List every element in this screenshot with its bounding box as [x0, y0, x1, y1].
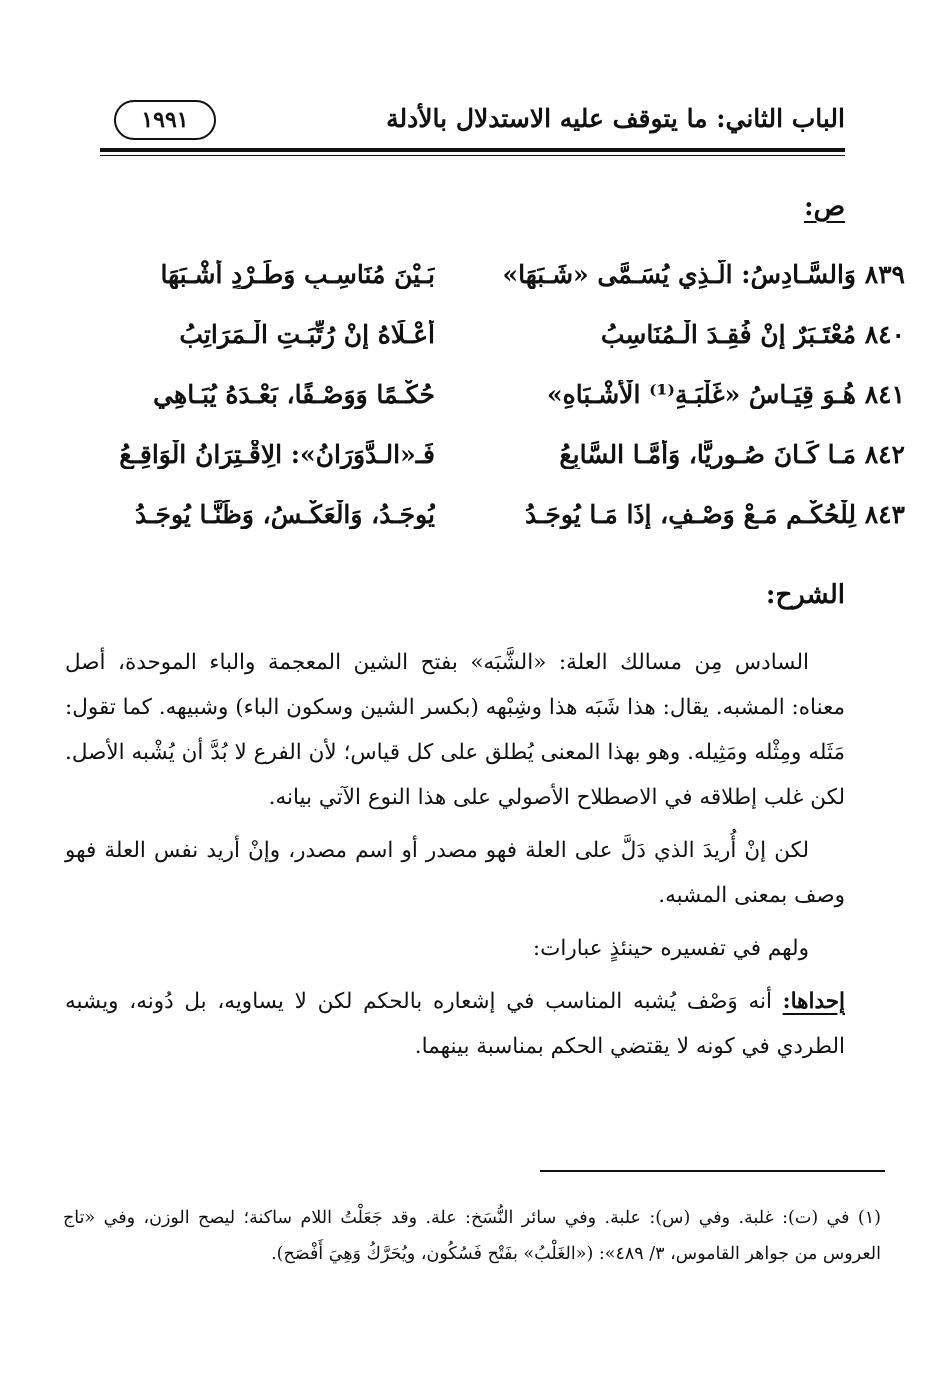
footnote-separator	[540, 1170, 885, 1172]
verse-first-hemistich	[480, 260, 905, 289]
verse-number: ٨٤١	[864, 380, 905, 409]
header-rule-thin	[100, 155, 845, 156]
verse-row	[60, 432, 905, 492]
verses-block	[60, 252, 905, 552]
page-header	[100, 98, 845, 148]
paragraph-text: أنه وَصْف يُشبه المناسب في إشعاره بالحكم لكن لا يساويه، بل دُونه، ويشبه الطردي في كونه لا يقتضي الحكم بمناسبة بينهما.	[65, 989, 845, 1059]
verse-second-hemistich: أَعْـلَاهُ إِنْ رُتِّبَـتِ الْـمَرَاتِبُ	[179, 320, 435, 349]
verse-first-hemistich	[480, 380, 905, 409]
verse-second-hemistich: حُكْـمًا وَوَصْـفًا، بَعْـدَهُ يُبَـاهِي	[153, 380, 435, 409]
verse-row	[60, 252, 905, 312]
verse-first-hemistich	[480, 320, 905, 349]
verse-first-text: مُعْتَـبَرٌ إِنْ فُقِـدَ الْـمُنَاسِبُ	[600, 320, 856, 349]
verse-first-text: مَـا كَـانَ صُـورِيًّا، وَأَمَّـا السَّابِعُ	[559, 440, 856, 469]
paragraph-text: السادس مِن مسالك العلة: «الشَّبَه» بفتح الشين المعجمة والباء الموحدة، أصل معناه: المشبه. يقال: هذا شَبَه هذا وشِبْهه (بكسر الشين وسكون الباء) وشبيهه. كما تقول: مَثَله ومِثْله ومَثِيله. وهو بهذا المعنى يُطلق على كل قياس؛ لأن الفرع لا بُدَّ أن يُشْبه الأصل. لكن غلب إطلاقه في الاصطلاح الأصولي على هذا النوع الآتي بيانه.	[65, 650, 845, 810]
verse-row	[60, 492, 905, 552]
chapter-title: الباب الثاني: ما يتوقف عليه الاستدلال بالأدلة	[386, 104, 845, 133]
verse-number: ٨٤٠	[864, 320, 905, 349]
paragraph	[65, 926, 845, 971]
commentary-body	[65, 640, 845, 1077]
verse-row	[60, 372, 905, 432]
header-rule-thick	[100, 148, 845, 152]
verse-first-hemistich	[480, 500, 905, 529]
verses-label: ص:	[803, 192, 845, 222]
paragraph-text: لكن إنْ أُريدَ الذي دَلَّ على العلة فهو مصدر أو اسم مصدر، وإنْ أريد نفس العلة فهو وصف بمعنى المشبه.	[65, 838, 845, 908]
paragraph	[65, 979, 845, 1069]
commentary-label: الشرح:	[765, 580, 845, 610]
paragraph-lead: إحداها:	[782, 989, 845, 1014]
paragraph-text: ولهم في تفسيره حينئذٍ عبارات:	[532, 936, 809, 961]
verse-first-text: لِلْحُكْـمِ مَـعْ وَصْـفٍ، إِذَا مَـا يُوجَـدُ	[524, 500, 856, 529]
footnotes	[63, 1200, 881, 1272]
verse-row	[60, 312, 905, 372]
verse-second-hemistich: فَـ«الـدَّوَرَانُ»: الِاقْـتِرَانُ الْوَاقِـعُ	[119, 440, 435, 469]
verse-first-text: هُـوَ قِيَـاسُ «غَلْبَـةِ⁽¹⁾ الْأَشْـبَاهِ»	[547, 380, 856, 409]
verse-number: ٨٤٣	[864, 500, 905, 529]
paragraph	[65, 828, 845, 918]
verse-number: ٨٤٢	[864, 440, 905, 469]
verse-second-hemistich: يُوجَـدُ، وَالْعَكْـسُ، وَظَنًّـا يُوجَـدُ	[135, 500, 435, 529]
page-number: ١٩٩١	[114, 100, 216, 140]
verse-first-text: وَالسَّـادِسُ: الَّـذِي يُسَـمَّى «شَـبَهَا»	[502, 260, 856, 289]
footnote: (١) في (ت): غلبة. وفي (س): علبة. وفي سائر النُّسَخ: علة. وقد جَعَلْتُ اللام ساكنة؛ ليصح الوزن، وفي «تاج العروس من جواهر القاموس، ٣/ ٤٨٩»: («الغَلْبُ» بفَتْح فَسُكُون، ويُحَرَّكُ وَهِيَ أَفْصَح).	[63, 1208, 881, 1264]
paragraph	[65, 640, 845, 820]
verse-second-hemistich: بَـيْنَ مُنَاسِـبٍ وَطَـرْدٍ أَشْـبَهَا	[160, 260, 435, 289]
verse-number: ٨٣٩	[864, 260, 905, 289]
verse-first-hemistich	[480, 440, 905, 469]
